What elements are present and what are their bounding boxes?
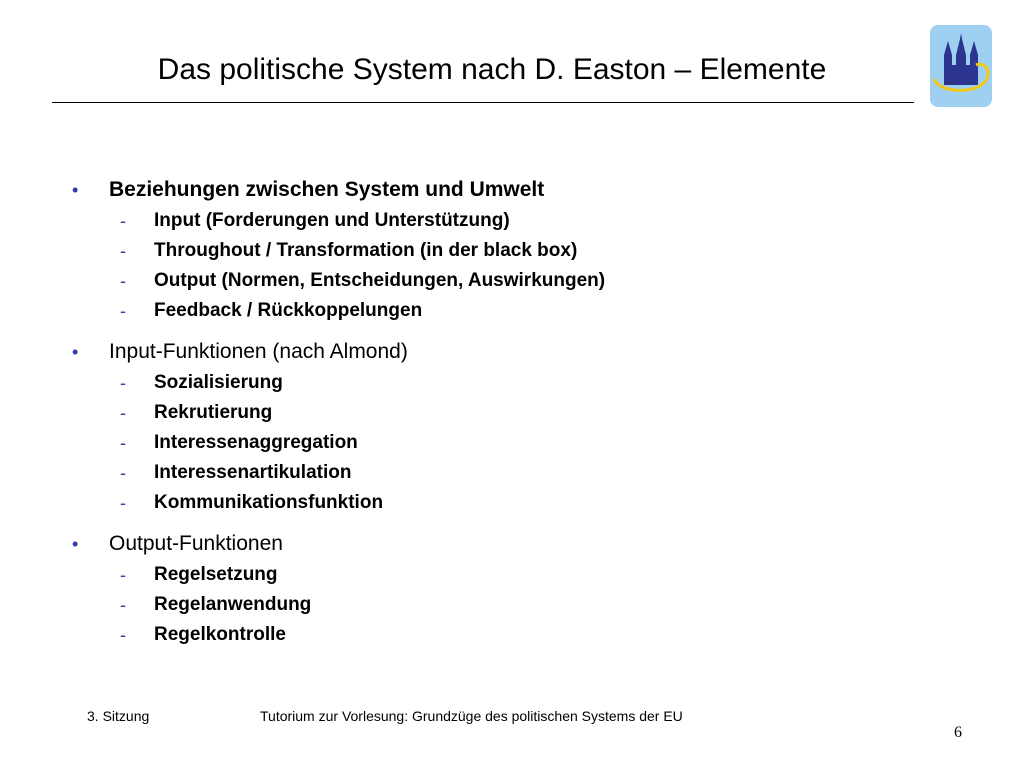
slide-content [72,174,932,660]
sub-item [72,206,932,236]
sub-item-text: Kommunikationsfunktion [154,492,384,513]
title-underline [52,102,914,103]
bullet-dot-icon: • [72,534,79,554]
bullet-heading: Input-Funktionen (nach Almond) [109,340,408,363]
sub-item-text: Regelkontrolle [154,624,286,645]
sub-item [72,236,932,266]
sub-item-text: Sozialisierung [154,372,283,393]
sub-item [72,266,932,296]
sub-item [72,458,932,488]
bullet-item [72,336,932,368]
dash-icon: - [120,211,126,231]
bullet-dot-icon: • [72,342,79,362]
sub-item [72,428,932,458]
sub-item [72,488,932,518]
cathedral-logo-icon [930,25,992,107]
sub-item [72,560,932,590]
dash-icon: - [120,373,126,393]
sub-item [72,368,932,398]
sub-item [72,590,932,620]
footer-course-title: Tutorium zur Vorlesung: Grundzüge des politischen Systems der EU [260,708,683,724]
bullet-heading: Output-Funktionen [109,532,283,555]
sub-item-text: Regelsetzung [154,564,278,585]
sub-item-text: Interessenaggregation [154,432,358,453]
bullet-heading: Beziehungen zwischen System und Umwelt [109,178,545,201]
sub-item-text: Regelanwendung [154,594,312,615]
page-number: 6 [954,724,962,741]
sub-item [72,296,932,326]
sub-item-text: Throughout / Transformation (in der black box) [154,240,578,261]
dash-icon: - [120,433,126,453]
sub-item-text: Output (Normen, Entscheidungen, Auswirkungen) [154,270,606,291]
dash-icon: - [120,493,126,513]
sub-item-text: Feedback / Rückkoppelungen [154,300,423,321]
dash-icon: - [120,241,126,261]
dash-icon: - [120,625,126,645]
section-output-functions [72,528,932,650]
dash-icon: - [120,403,126,423]
sub-item [72,398,932,428]
sub-item-text: Interessenartikulation [154,462,352,483]
section-system-environment [72,174,932,326]
bullet-dot-icon: • [72,180,79,200]
sub-item-text: Input (Forderungen und Unterstützung) [154,210,510,231]
dash-icon: - [120,301,126,321]
sub-item-text: Rekrutierung [154,402,273,423]
section-input-functions [72,336,932,518]
sub-item [72,620,932,650]
bullet-item [72,528,932,560]
dash-icon: - [120,271,126,291]
bullet-item [72,174,932,206]
dash-icon: - [120,565,126,585]
slide-title: Das politische System nach D. Easton – Elemente [157,53,827,86]
dash-icon: - [120,463,126,483]
footer-session: 3. Sitzung [87,708,150,724]
dash-icon: - [120,595,126,615]
